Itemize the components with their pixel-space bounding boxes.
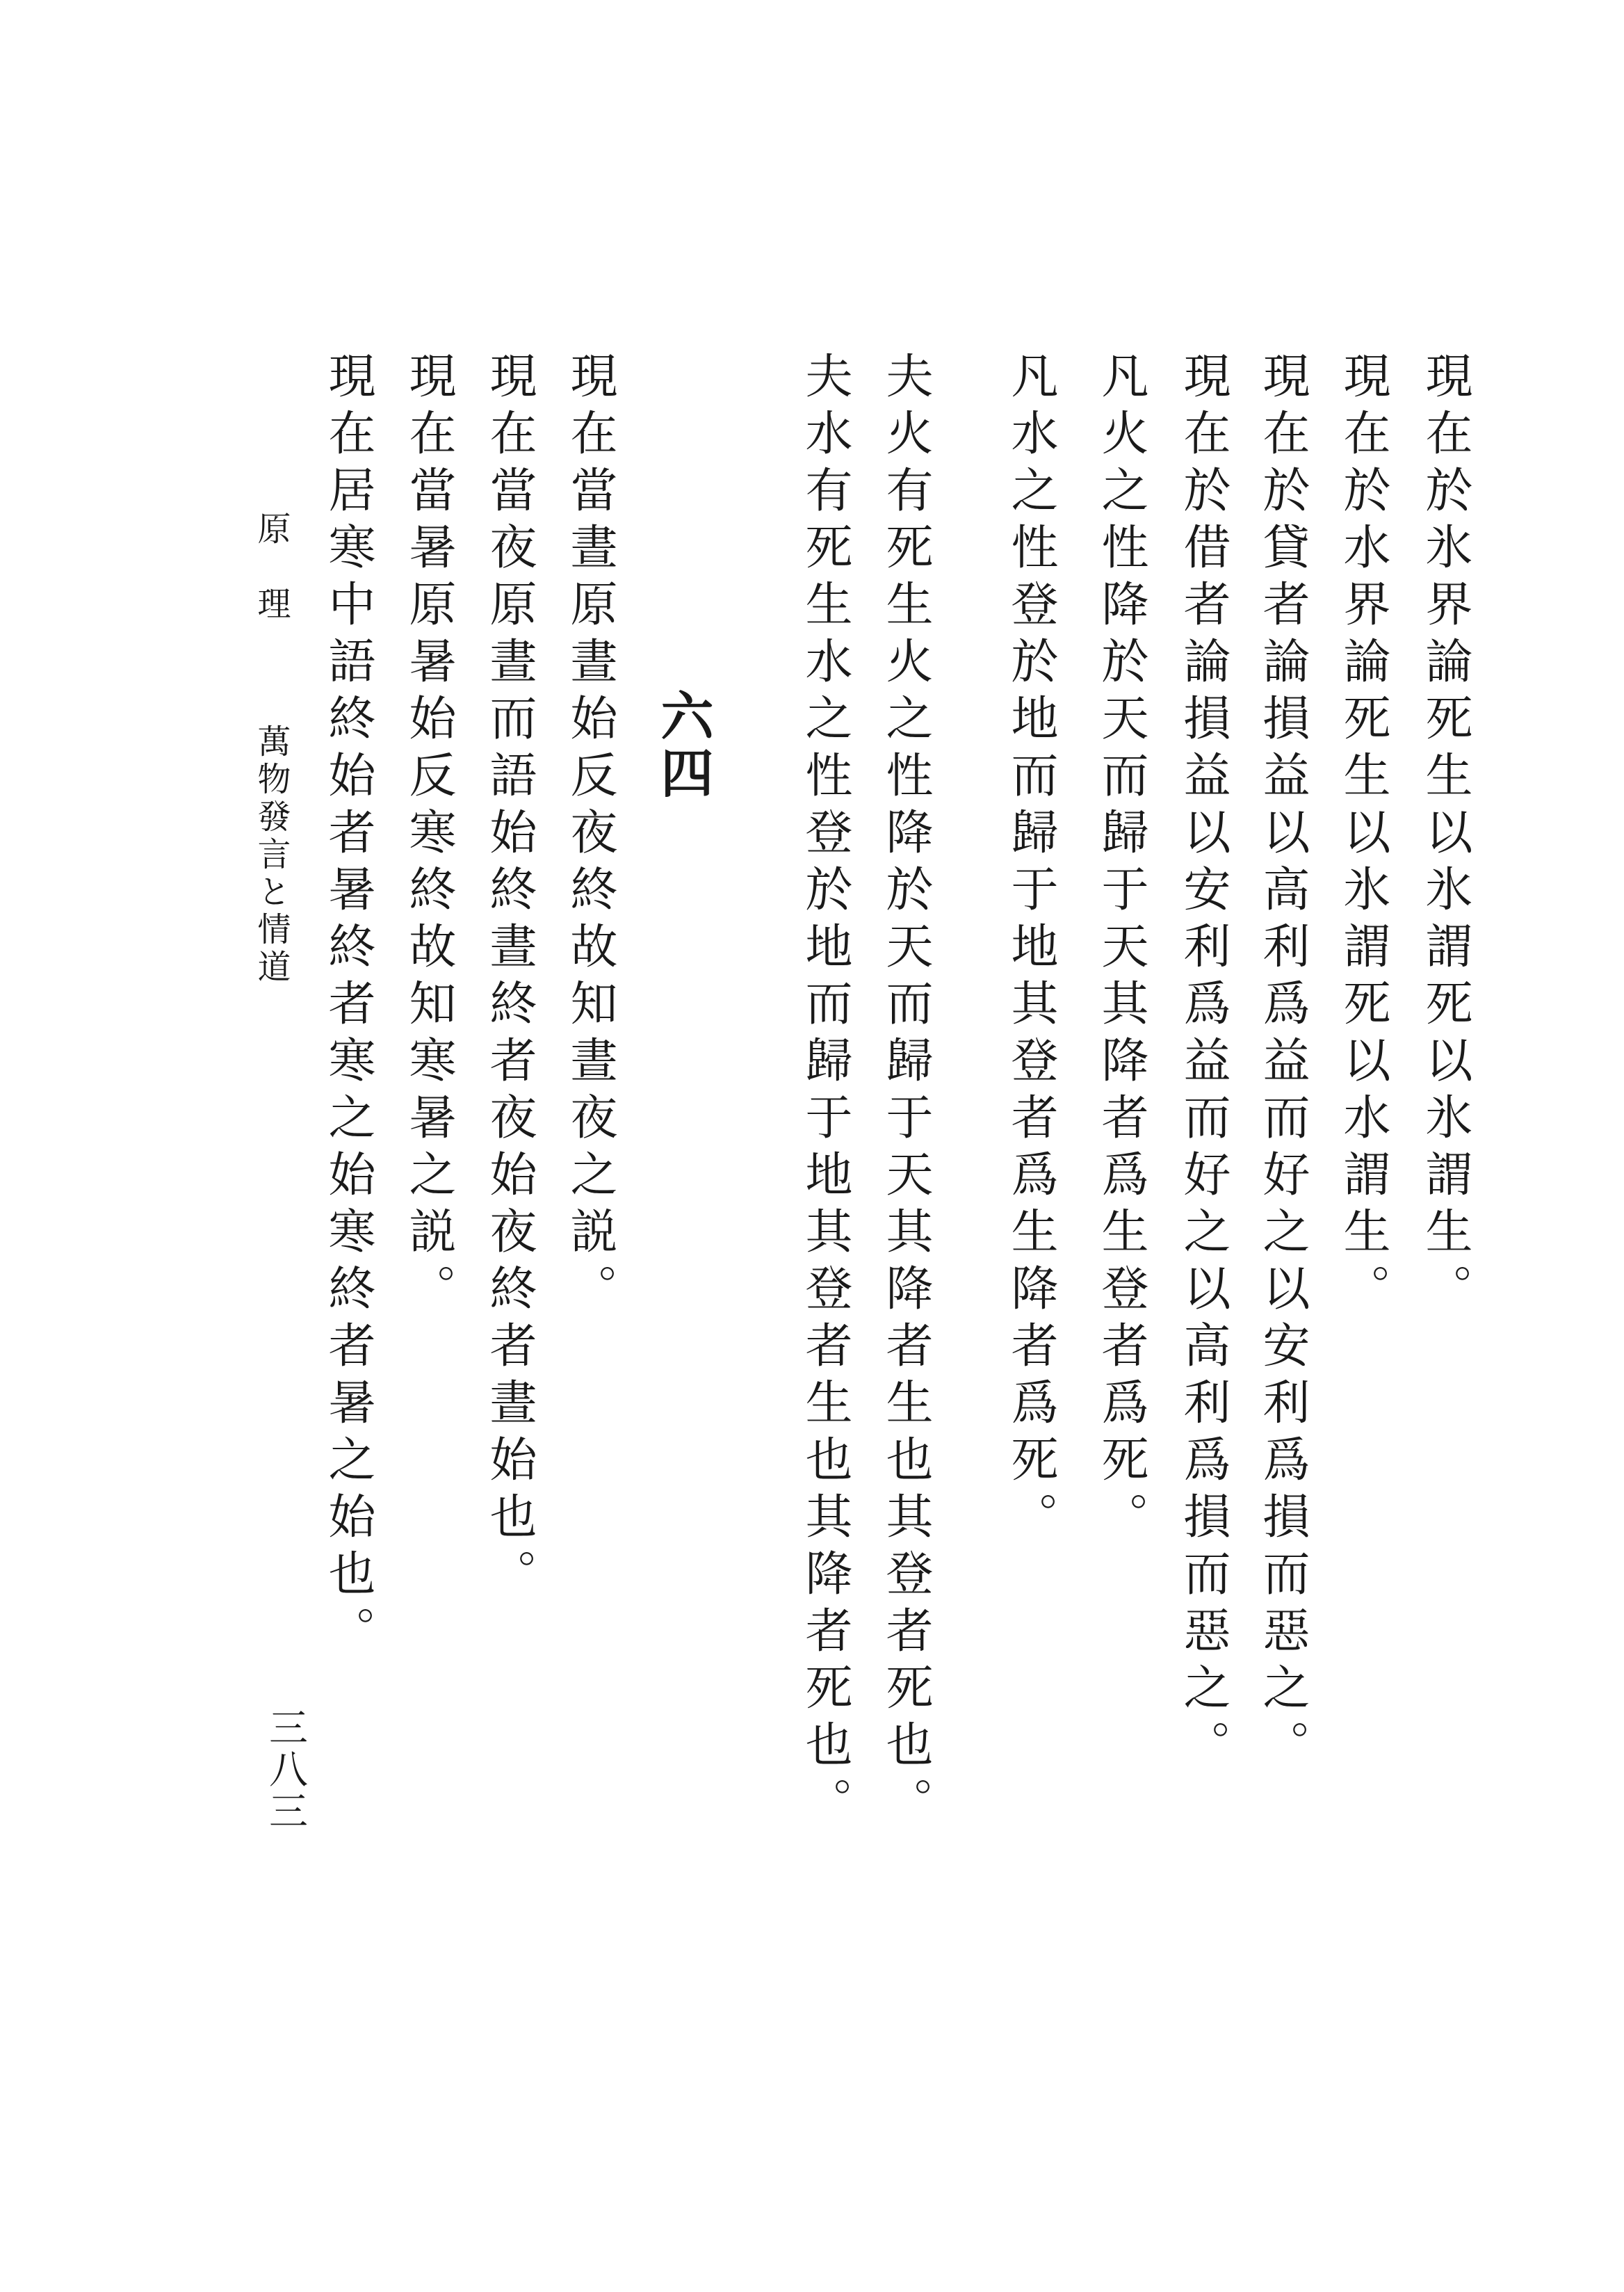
text-column: 現在當晝原晝始反夜終故知晝夜之説。: [562, 351, 617, 1321]
text-column: 現在當夜原晝而語始終晝終者夜始夜終者晝始也。: [482, 351, 537, 1606]
text-column: 現在於水界論死生以氷謂死以水謂生。: [1335, 351, 1390, 1321]
page-number: 三八三: [263, 1707, 308, 1832]
text-column: 現在於借者論損益以安利爲益而好之以高利爲損而惡之。: [1176, 351, 1231, 1777]
text-column: 夫水有死生水之性登於地而歸于地其登者生也其降者死也。: [797, 351, 852, 1834]
section-number: 六四: [652, 688, 714, 802]
text-column: 現在居寒中語終始者暑終者寒之始寒終者暑之始也。: [320, 351, 375, 1663]
text-column: 夫火有死生火之性降於天而歸于天其降者生也其登者死也。: [878, 351, 933, 1834]
text-column: 現在當暑原暑始反寒終故知寒暑之説。: [401, 351, 456, 1321]
chapter-title: 萬物發言と情道: [252, 724, 291, 987]
text-column: 凡火之性降於天而歸于天其降者爲生登者爲死。: [1094, 351, 1148, 1549]
text-column: 現在於氷界論死生以氷謂死以氷謂生。: [1418, 351, 1472, 1321]
chapter-label: 原理: [252, 511, 291, 661]
running-header: [252, 511, 291, 987]
text-column: 凡水之性登於地而歸于地其登者爲生降者爲死。: [1003, 351, 1058, 1549]
text-column: 現在於貸者論損益以高利爲益而好之以安利爲損而惡之。: [1255, 351, 1310, 1777]
